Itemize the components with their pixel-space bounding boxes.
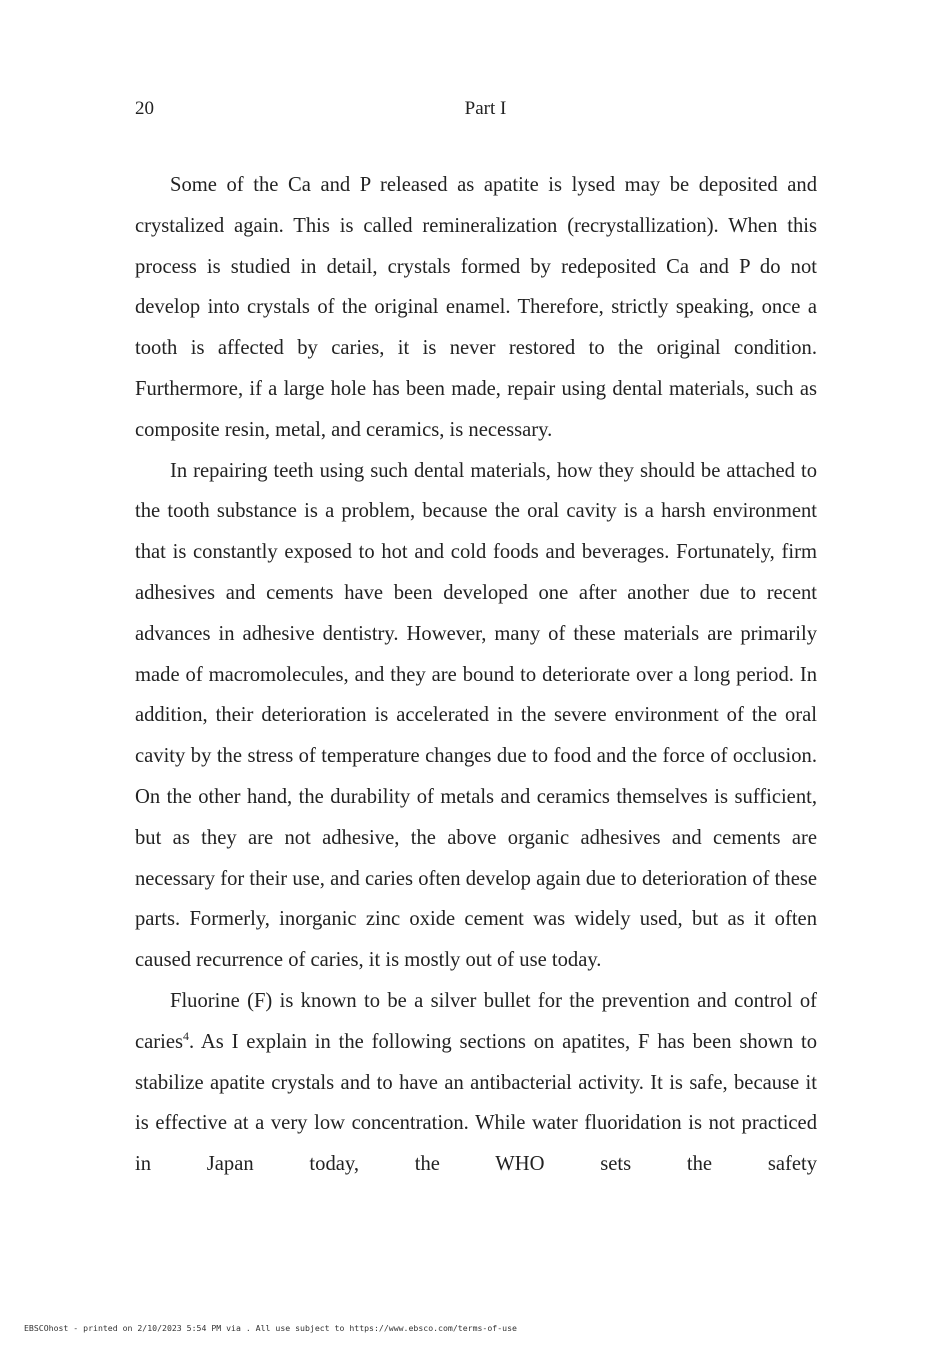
paragraph-dental-materials: In repairing teeth using such dental materials, how they should be attached to the tooth substance is a problem, because the oral cavity is a harsh environment that is constantly exposed to hot and cold foods and beverages. Fortunately, firm adhesives and cements have been developed one after another due to recent advances in adhesive dentistry. However, many of these materials are primarily made of macromolecules, and they are bound to deteriorate over a long period. In addition, their deterioration is accelerated in the severe environment of the oral cavity by the stress of temperature changes due to food and the force of occlusion. On the other hand, the durability of metals and ceramics themselves is sufficient, but as they are not adhesive, the above organic adhesives and cements are necessary for their use, and caries often develop again due to deterioration of these parts. Formerly, inorganic zinc oxide cement was widely used, but as it often caused recurrence of caries, it is mostly out of use today. <box>135 459 817 972</box>
paragraph-remineralization: Some of the Ca and P released as apatite is lysed may be deposited and crystalized again. This is called remineralization (recrystallization). When this process is studied in detail, crystals formed by redeposited Ca and P do not develop into crystals of the original enamel. Therefore, strictly speaking, once a tooth is affected by caries, it is never restored to the original condition. Furthermore, if a large hole has been made, repair using dental materials, such as composite resin, metal, and ceramics, is necessary. <box>135 174 817 441</box>
body-text <box>135 165 817 1185</box>
print-footer: EBSCOhost - printed on 2/10/2023 5:54 PM via . All use subject to https://www.ebsco.com/terms-of-use <box>24 1323 517 1333</box>
paragraph-fluorine-text-start: Fluorine (F) is known to be a silver bullet for the prevention and control of caries <box>135 989 817 1053</box>
reference-marker: 4 <box>183 1028 190 1043</box>
paragraph-fluorine <box>135 981 817 1185</box>
page-number: 20 <box>135 98 154 119</box>
running-head: Part I <box>464 98 507 119</box>
paragraph-fluorine-text-end: . As I explain in the following sections on apatites, F has been shown to stabilize apatite crystals and to have an antibacterial activity. It is safe, because it is effective at a very low concentration. While water fluoridation is not practiced in Japan today, the WHO sets the safety <box>135 1030 817 1176</box>
